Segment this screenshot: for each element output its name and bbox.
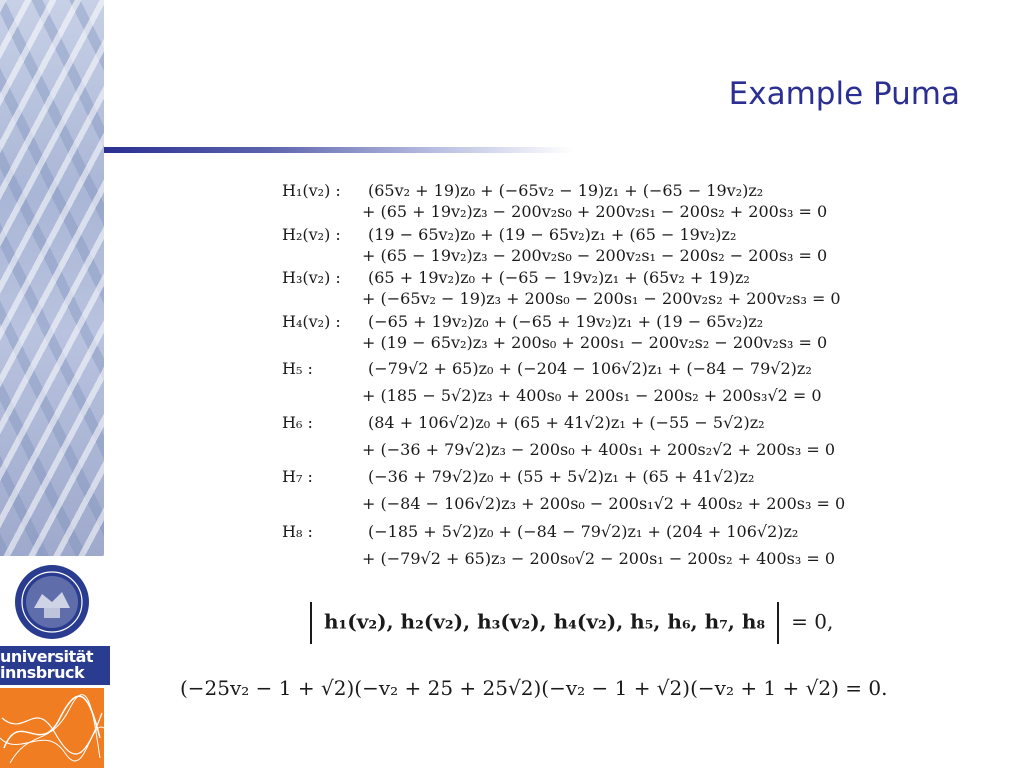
equation-line-2: + (65 − 19v₂)z₃ − 200v₂s₀ − 200v₂s₁ − 200s₂ − 200s₃ = 0 — [362, 246, 828, 265]
equation-line-2: + (−36 + 79√2)z₃ − 200s₀ + 400s₁ + 200s₂√2 + 200s₃ = 0 — [362, 440, 835, 459]
equation-line-2: + (19 − 65v₂)z₃ + 200s₀ + 200s₁ − 200v₂s₂ − 200v₂s₃ = 0 — [362, 333, 828, 352]
equation-label: H₆ : — [282, 413, 313, 432]
equation-line-1: (−65 + 19v₂)z₀ + (−65 + 19v₂)z₁ + (19 − 65v₂)z₂ — [368, 312, 764, 331]
logo-line-2: innsbruck — [0, 663, 85, 682]
equation-line-1: (−185 + 5√2)z₀ + (−84 − 79√2)z₁ + (204 + 106√2)z₂ — [368, 522, 799, 541]
equation-label: H₄(v₂) : — [282, 312, 341, 331]
equation-line-1: (19 − 65v₂)z₀ + (19 − 65v₂)z₁ + (65 − 19v₂)z₂ — [368, 225, 737, 244]
title-underline — [104, 147, 574, 153]
equation-label: H₅ : — [282, 359, 313, 378]
determinant-rhs: = 0, — [791, 609, 834, 634]
determinant-body: h₁(v₂), h₂(v₂), h₃(v₂), h₄(v₂), h₅, h₆, h₇, h₈ — [324, 609, 766, 634]
equation-line-1: (−79√2 + 65)z₀ + (−204 − 106√2)z₁ + (−84 − 79√2)z₂ — [368, 359, 812, 378]
equation-line-2: + (−84 − 106√2)z₃ + 200s₀ − 200s₁√2 + 400s₂ + 200s₃ = 0 — [362, 494, 846, 513]
equation-label: H₁(v₂) : — [282, 181, 341, 200]
factored-polynomial: (−25v₂ − 1 + √2)(−v₂ + 25 + 25√2)(−v₂ − 1 + √2)(−v₂ + 1 + √2) = 0. — [180, 676, 888, 700]
university-logo — [0, 556, 104, 768]
equation-line-2: + (185 − 5√2)z₃ + 400s₀ + 200s₁ − 200s₂ + 200s₃√2 = 0 — [362, 386, 822, 405]
equation-line-2: + (−79√2 + 65)z₃ − 200s₀√2 − 200s₁ − 200s₂ + 400s₃ = 0 — [362, 549, 835, 568]
equation-line-1: (84 + 106√2)z₀ + (65 + 41√2)z₁ + (−55 − 5√2)z₂ — [368, 413, 765, 432]
equation-line-1: (−36 + 79√2)z₀ + (55 + 5√2)z₁ + (65 + 41√2)z₂ — [368, 467, 755, 486]
university-seal-icon — [14, 564, 90, 640]
logo-line-1: universität — [0, 647, 94, 666]
equation-line-2: + (−65v₂ − 19)z₃ + 200s₀ − 200s₁ − 200v₂s₂ + 200v₂s₃ = 0 — [362, 289, 841, 308]
equation-line-1: (65 + 19v₂)z₀ + (−65 − 19v₂)z₁ + (65v₂ + 19)z₂ — [368, 268, 750, 287]
equation-label: H₈ : — [282, 522, 313, 541]
equation-label: H₂(v₂) : — [282, 225, 341, 244]
slide-title: Example Puma — [728, 76, 960, 112]
determinant-bar-left — [310, 602, 312, 644]
university-logo-wordmark — [0, 646, 110, 685]
equation-label: H₃(v₂) : — [282, 268, 341, 287]
equation-label: H₇ : — [282, 467, 313, 486]
equation-line-2: + (65 + 19v₂)z₃ − 200v₂s₀ + 200v₂s₁ − 200s₂ + 200s₃ = 0 — [362, 202, 828, 221]
determinant-equation — [298, 602, 833, 644]
equation-line-1: (65v₂ + 19)z₀ + (−65v₂ − 19)z₁ + (−65 − 19v₂)z₂ — [368, 181, 764, 200]
decorative-side-band — [0, 0, 104, 556]
logo-scribble-graphic — [0, 688, 104, 768]
determinant-bar-right — [777, 602, 779, 644]
